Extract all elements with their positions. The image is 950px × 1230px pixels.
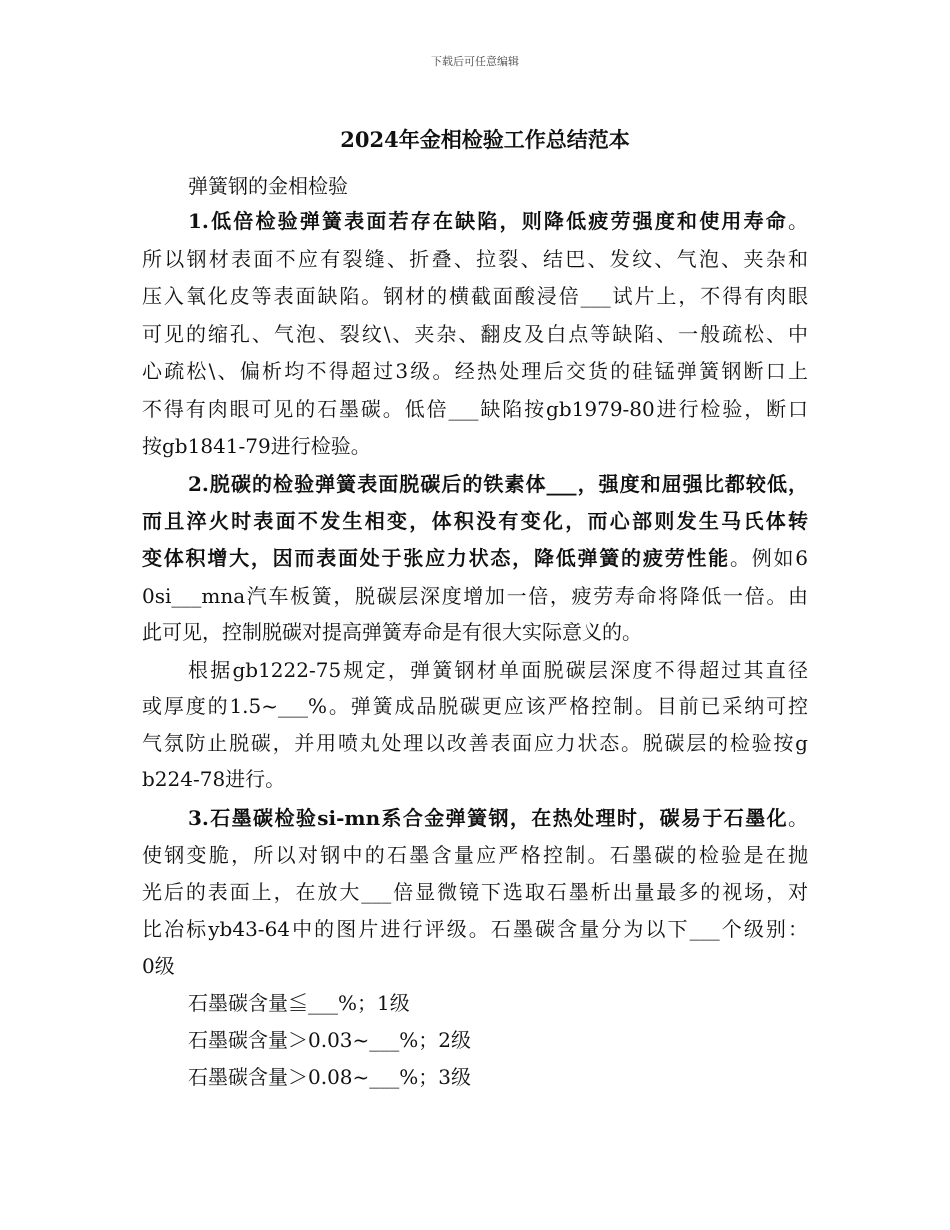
document-title: 2024年金相检验工作总结范本 <box>340 127 630 152</box>
text: 。 <box>788 209 808 233</box>
bold-text: 而且淬火时表面不发生相变，体积没有变化，而心部则发生马氏体转 <box>142 509 808 533</box>
text-line <box>142 842 808 868</box>
text: 0级 <box>142 954 175 978</box>
text: 光后的表面上，在放大___倍显微镜下选取石墨析出量最多的视场，对 <box>142 880 808 904</box>
text-line <box>142 283 808 309</box>
text: 心疏松\、偏析均不得超过3级。经热处理后交货的硅锰弹簧钢断口上 <box>142 359 808 383</box>
bold-text: 3.石墨碳检验si-mn系合金弹簧钢，在热处理时，碳易于石墨化 <box>188 806 788 830</box>
text: 气氛防止脱碳，并用喷丸处理以改善表面应力状态。脱碳层的检验按g <box>142 731 808 755</box>
text-line <box>188 990 808 1016</box>
text-line <box>142 358 808 384</box>
text: 比冶标yb43-64中的图片进行评级。石墨碳含量分为以下___个级别： <box>142 917 808 941</box>
page-header: 下载后可任意编辑 <box>431 55 519 68</box>
bold-text: 2.脱碳的检验弹簧表面脱碳后的铁素体___，强度和屈强比都较低， <box>188 472 808 496</box>
text-line <box>142 953 808 979</box>
text-line <box>142 619 808 645</box>
text-line <box>142 246 808 272</box>
text: 所以钢材表面不应有裂缝、折叠、拉裂、结巴、发纹、气泡、夹杂和 <box>142 247 808 271</box>
bold-text: 1.低倍检验弹簧表面若存在缺陷，则降低疲劳强度和使用寿命 <box>188 209 788 233</box>
text-line <box>188 1064 808 1090</box>
text-line <box>142 433 808 459</box>
text: 。例如6 <box>729 546 809 570</box>
text-line <box>188 471 808 497</box>
bold-text: 变体积增大，因而表面处于张应力状态，降低弹簧的疲劳性能 <box>142 546 730 570</box>
text: 此可见，控制脱碳对提高弹簧寿命是有很大实际意义的。 <box>142 620 642 644</box>
text-line <box>142 693 808 719</box>
text: 或厚度的1.5~___%。弹簧成品脱碳更应该严格控制。目前已采纳可控 <box>142 694 808 718</box>
text-line <box>188 208 808 234</box>
text-line <box>188 805 808 831</box>
text-line <box>188 173 808 199</box>
text-line <box>142 879 808 905</box>
text: 。 <box>788 806 808 830</box>
text-line <box>142 321 808 347</box>
text: 不得有肉眼可见的石墨碳。低倍___缺陷按gb1979-80进行检验，断口 <box>142 397 808 421</box>
text: 石墨碳含量＞0.03~___%；2级 <box>188 1028 472 1052</box>
text-line <box>142 766 808 792</box>
text-line <box>142 916 808 942</box>
text-line <box>142 508 808 534</box>
text-line <box>142 396 808 422</box>
text-line <box>142 545 808 571</box>
text: 弹簧钢的金相检验 <box>188 174 348 198</box>
text: 使钢变脆，所以对钢中的石墨含量应严格控制。石墨碳的检验是在抛 <box>142 843 808 867</box>
text-line <box>188 1027 808 1053</box>
text: 根据gb1222-75规定，弹簧钢材单面脱碳层深度不得超过其直径 <box>188 658 808 682</box>
text: 按gb1841-79进行检验。 <box>142 434 371 458</box>
text: 可见的缩孔、气泡、裂纹\、夹杂、翻皮及白点等缺陷、一般疏松、中 <box>142 322 808 346</box>
text: 石墨碳含量≦___%；1级 <box>188 991 410 1015</box>
text: 石墨碳含量＞0.08~___%；3级 <box>188 1065 472 1089</box>
text: 0si___mna汽车板簧，脱碳层深度增加一倍，疲劳寿命将降低一倍。由 <box>142 584 808 608</box>
text-line <box>142 583 808 609</box>
text: 压入氧化皮等表面缺陷。钢材的横截面酸浸倍___试片上，不得有肉眼 <box>142 284 808 308</box>
text-line <box>188 657 808 683</box>
text-line <box>142 730 808 756</box>
text: b224-78进行。 <box>142 767 286 791</box>
